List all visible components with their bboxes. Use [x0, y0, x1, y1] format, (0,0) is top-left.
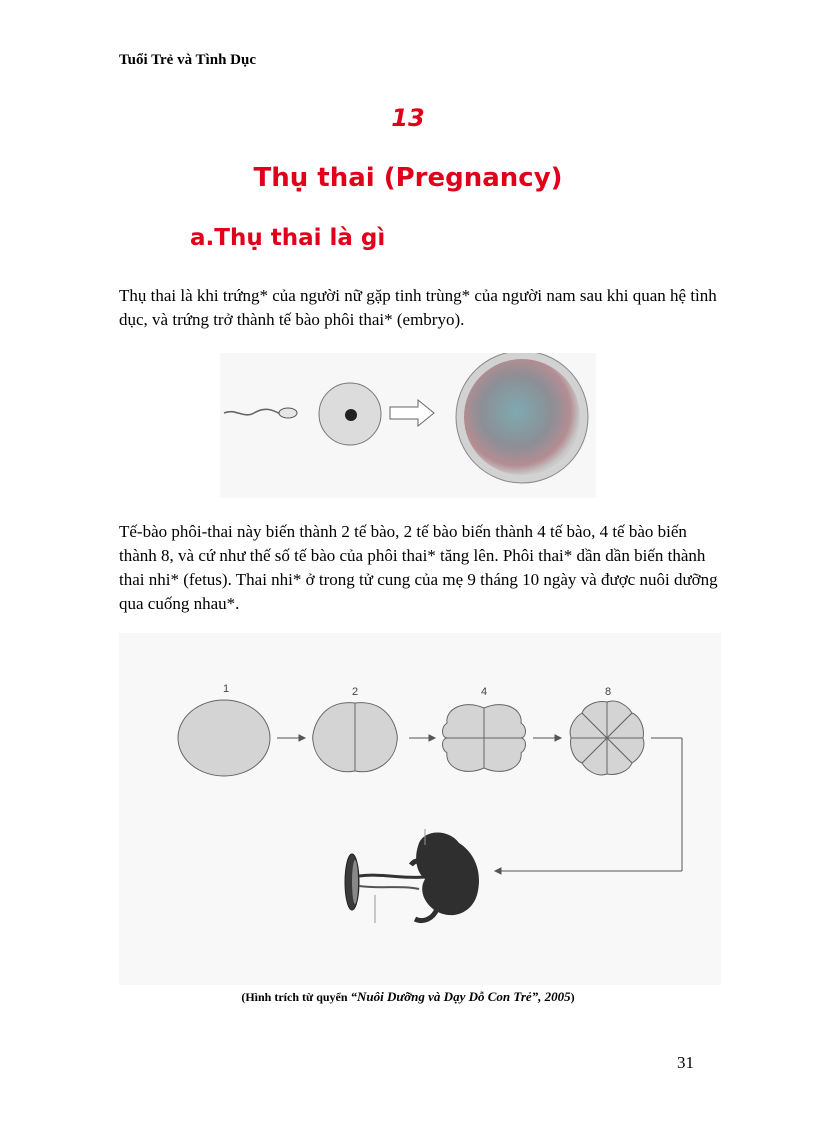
figure-background	[119, 633, 721, 985]
stage-label-8: 8	[604, 686, 612, 698]
caption-book-title: “Nuôi Dưỡng và Dạy Dỗ Con Trẻ”, 2005	[350, 989, 571, 1004]
four-cell-icon	[443, 705, 526, 772]
figure-caption	[0, 989, 816, 1005]
cell-division-figure	[119, 633, 721, 985]
paragraph-development: Tế-bào phôi-thai này biến thành 2 tế bào, 2 tế bào biến thành 4 tế bào, 4 tế bào biến thành 8, và cứ như thế số tế bào của phôi thai* tăng lên. Phôi thai* dần dần biến thành thai nhi* (fetus). Thai nhi* ở trong tử cung của mẹ 9 tháng 10 ngày và được nuôi dưỡng qua cuống nhau*.	[119, 522, 718, 613]
page-number: 31	[677, 1053, 694, 1072]
stage-label-2: 2	[351, 686, 359, 698]
single-cell-icon	[178, 700, 270, 776]
egg-icon	[319, 383, 381, 445]
caption-prefix: (Hình trích từ quyển	[241, 990, 351, 1004]
stage-label-4: 4	[480, 686, 488, 698]
embryo-icon	[456, 353, 588, 483]
two-cell-icon	[313, 703, 398, 772]
fertilization-figure	[220, 353, 596, 498]
caption-suffix: )	[570, 990, 575, 1004]
running-header: Tuổi Trẻ và Tình Dục	[119, 52, 256, 68]
chapter-number: 13	[391, 104, 425, 132]
paragraph-definition: Thụ thai là khi trứng* của người nữ gặp tinh trùng* của người nam sau khi quan hệ tình dục, và trứng trở thành tế bào phôi thai* (embryo).	[119, 286, 717, 329]
chapter-title: Thụ thai (Pregnancy)	[253, 163, 563, 193]
stage-label-1: 1	[222, 683, 230, 695]
section-heading: a.Thụ thai là gì	[190, 225, 386, 251]
